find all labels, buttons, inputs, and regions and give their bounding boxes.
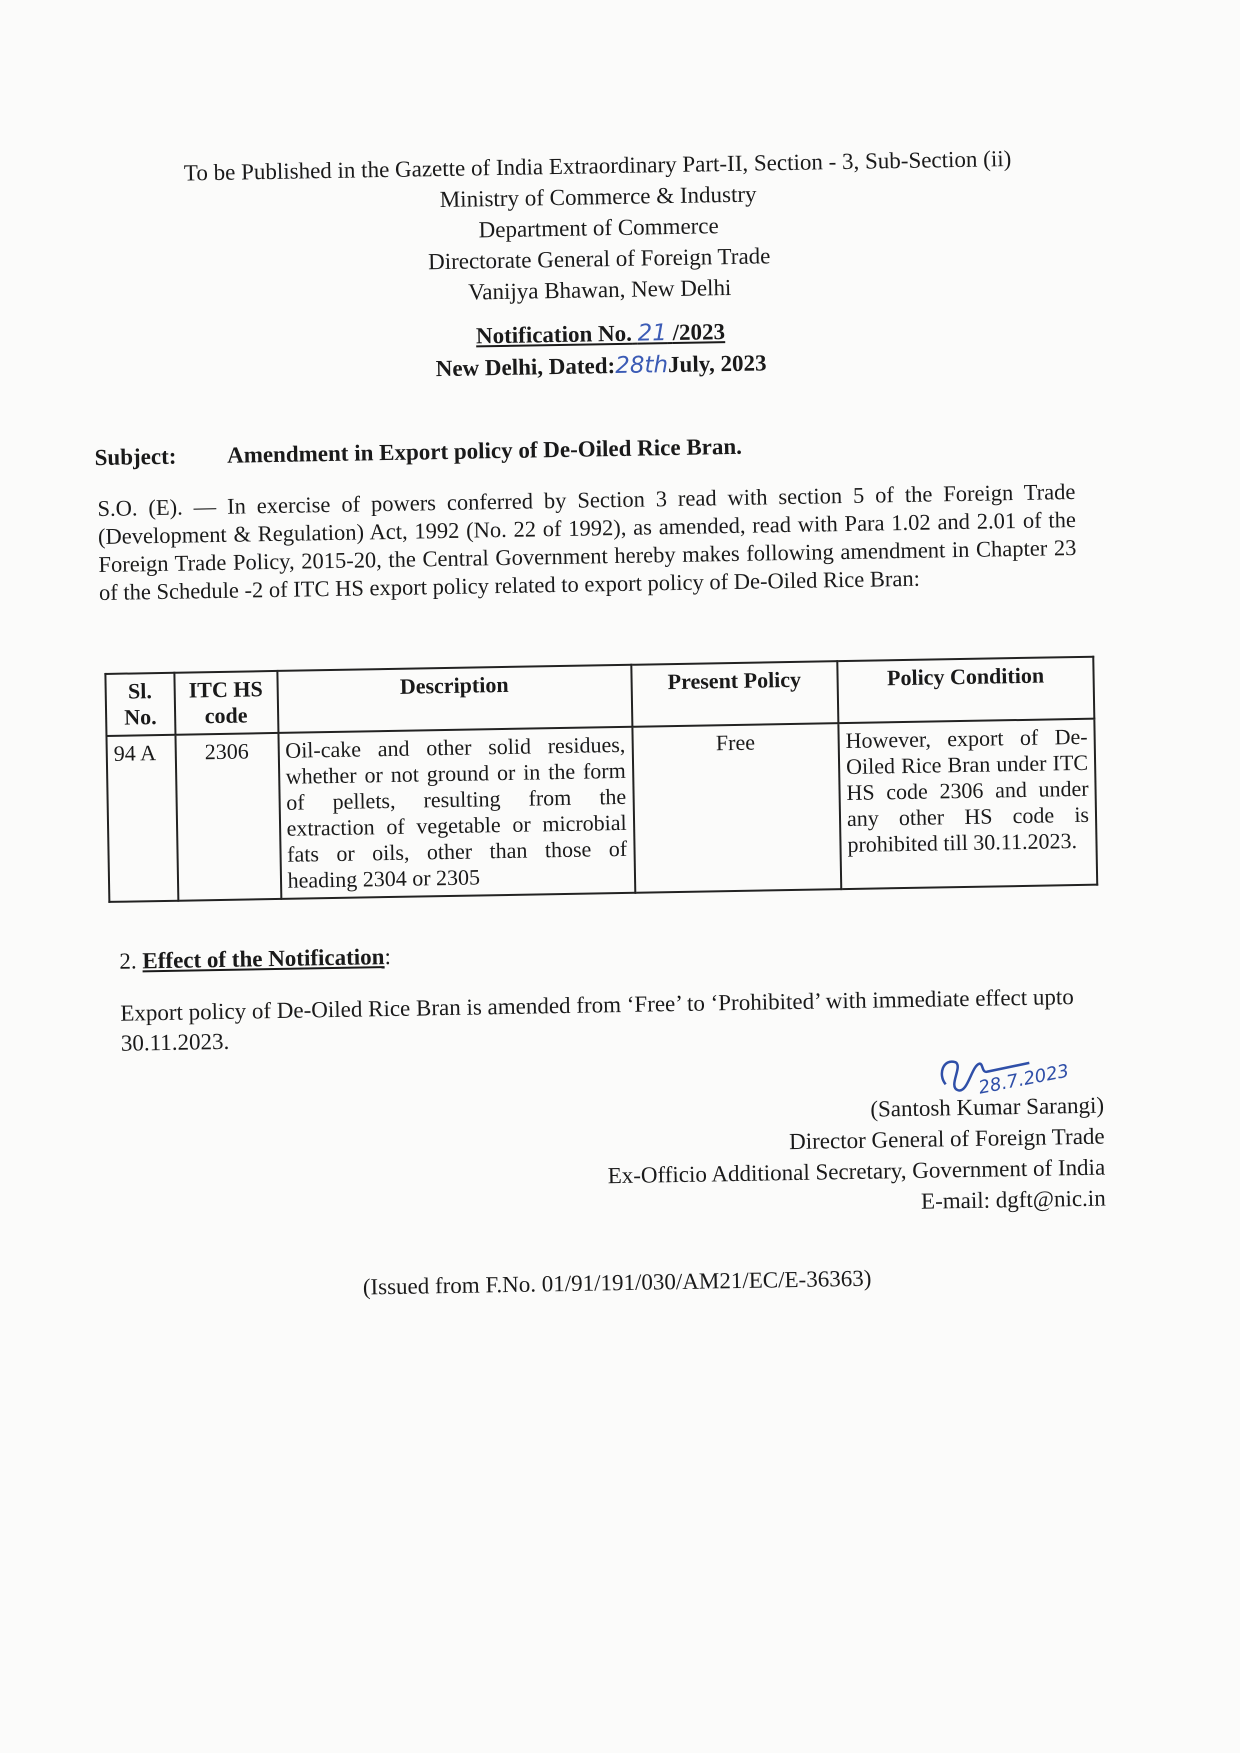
- header-itc-hs: ITC HS code: [174, 671, 278, 735]
- cell-description: Oil-cake and other solid residues, whether or not ground or in the form of pellets, resulting from the extraction of vegetable or microbial fats or oils, other than those of heading 2304 or 2305: [278, 727, 635, 899]
- handwritten-date: 28th: [614, 352, 669, 380]
- cell-sl-no: 94 A: [106, 735, 177, 902]
- office-address: Vanijya Bhawan, New Delhi: [467, 274, 732, 305]
- effect-heading: 2. Effect of the Notification:: [119, 944, 392, 974]
- signatory-name: (Santosh Kumar Sarangi): [870, 1092, 1105, 1122]
- subject-label: Subject:: [94, 443, 177, 471]
- notification-block: [70, 309, 1131, 391]
- effect-paragraph: Export policy of De-Oiled Rice Bran is amended from ‘Free’ to ‘Prohibited’ with immediate effect upto 30.11.2023.: [120, 984, 1074, 1056]
- header-policy-condition: Policy Condition: [837, 657, 1094, 723]
- notification-date: New Delhi, Dated:28thJuly, 2023: [435, 350, 767, 382]
- issued-from-line: (Issued from F.No. 01/91/191/030/AM21/EC/E-36363): [362, 1265, 872, 1300]
- signatory-ex-officio: Ex-Officio Additional Secretary, Government of India: [607, 1154, 1106, 1189]
- cell-policy-condition: However, export of De-Oiled Rice Bran under ITC HS code 2306 and under any other HS code is prohibited till 30.11.2023.: [838, 719, 1097, 889]
- department-name: Department of Commerce: [478, 213, 719, 243]
- effect-heading-text: Effect of the Notification: [142, 944, 385, 974]
- table-row: [106, 719, 1097, 902]
- header-description: Description: [277, 665, 632, 733]
- directorate-name: Directorate General of Foreign Trade: [427, 243, 771, 275]
- signatory-designation: Director General of Foreign Trade: [788, 1123, 1105, 1155]
- policy-table: [104, 656, 1098, 903]
- handwritten-number: 21: [637, 320, 668, 347]
- signatory-email: E-mail: dgft@nic.in: [920, 1185, 1106, 1214]
- letterhead: [67, 141, 1130, 314]
- header-present-policy: Present Policy: [631, 661, 838, 727]
- cell-itc-hs: 2306: [175, 733, 281, 901]
- subject-text: Amendment in Export policy of De-Oiled Rice Bran.: [226, 433, 743, 468]
- ministry-name: Ministry of Commerce & Industry: [439, 181, 757, 213]
- cell-present-policy: Free: [632, 723, 841, 893]
- body-paragraph: S.O. (E). — In exercise of powers conferred by Section 3 read with section 5 of the Foreign Trade (Development & Regulation) Act, 1992 (No. 22 of 1992), as amended, read with Para 1.02 and 2.01 of the Foreign Trade Policy, 2015-20, the Central Government hereby makes following amendment in Chapter 23 of the Schedule -2 of ITC HS export policy related to export policy of De-Oiled Rice Bran:: [97, 478, 1077, 606]
- signatory-block: [524, 1090, 1106, 1224]
- header-sl-no: Sl. No.: [105, 673, 175, 736]
- notification-number: Notification No. 21 /2023: [475, 319, 726, 349]
- subject-line: [94, 428, 1094, 471]
- signature-date: 28.7.2023: [976, 1060, 1071, 1099]
- gazette-line: To be Published in the Gazette of India Extraordinary Part-II, Section - 3, Sub-Section (ii): [183, 146, 1012, 186]
